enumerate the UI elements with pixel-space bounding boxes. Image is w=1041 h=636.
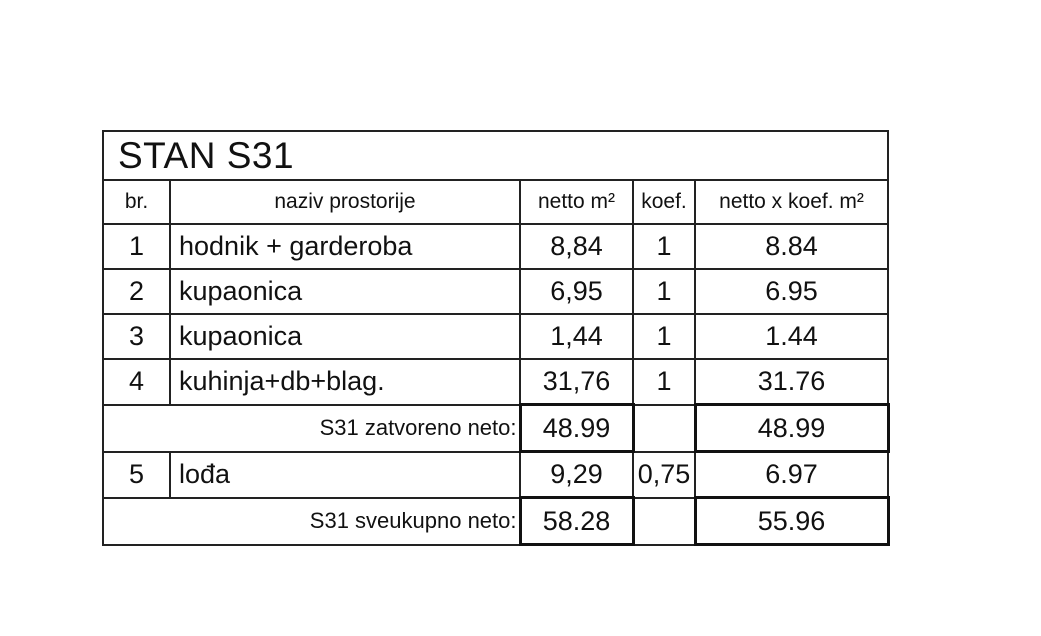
apartment-title: STAN S31: [103, 131, 888, 180]
net-times-coefficient: 6.95: [695, 269, 888, 314]
table-row: [103, 452, 888, 498]
row-number: 3: [103, 314, 170, 359]
table-row: [103, 269, 888, 314]
closed-total-row: [103, 405, 888, 452]
closed-total-coefficient-empty: [633, 405, 695, 452]
net-times-coefficient: 31.76: [695, 359, 888, 405]
header-coefficient: koef.: [633, 180, 695, 224]
grand-total-row: [103, 498, 888, 545]
coefficient: 1: [633, 269, 695, 314]
net-area: 8,84: [520, 224, 633, 269]
table-title-row: [103, 131, 888, 180]
room-name: kupaonica: [170, 269, 520, 314]
header-net-area: netto m²: [520, 180, 633, 224]
room-name: hodnik + garderoba: [170, 224, 520, 269]
closed-total-net: 48.99: [520, 405, 633, 452]
closed-total-net-times-coefficient: 48.99: [695, 405, 888, 452]
room-name: kuhinja+db+blag.: [170, 359, 520, 405]
net-times-coefficient: 8.84: [695, 224, 888, 269]
header-room-name: naziv prostorije: [170, 180, 520, 224]
room-area-table: [102, 130, 890, 546]
row-number: 4: [103, 359, 170, 405]
row-number: 1: [103, 224, 170, 269]
grand-total-label: S31 sveukupno neto:: [103, 498, 520, 545]
coefficient: 0,75: [633, 452, 695, 498]
net-area: 6,95: [520, 269, 633, 314]
net-area: 9,29: [520, 452, 633, 498]
coefficient: 1: [633, 224, 695, 269]
table-row: [103, 224, 888, 269]
grand-total-net: 58.28: [520, 498, 633, 545]
closed-total-label: S31 zatvoreno neto:: [103, 405, 520, 452]
grand-total-net-times-coefficient: 55.96: [695, 498, 888, 545]
net-area: 31,76: [520, 359, 633, 405]
header-number: br.: [103, 180, 170, 224]
grand-total-coefficient-empty: [633, 498, 695, 545]
header-net-times-coefficient: netto x koef. m²: [695, 180, 888, 224]
coefficient: 1: [633, 359, 695, 405]
room-name: kupaonica: [170, 314, 520, 359]
table-row: [103, 359, 888, 405]
net-times-coefficient: 1.44: [695, 314, 888, 359]
table-header-row: [103, 180, 888, 224]
row-number: 5: [103, 452, 170, 498]
row-number: 2: [103, 269, 170, 314]
net-area: 1,44: [520, 314, 633, 359]
room-area-table-container: [102, 130, 890, 546]
coefficient: 1: [633, 314, 695, 359]
net-times-coefficient: 6.97: [695, 452, 888, 498]
room-name: lođa: [170, 452, 520, 498]
table-row: [103, 314, 888, 359]
